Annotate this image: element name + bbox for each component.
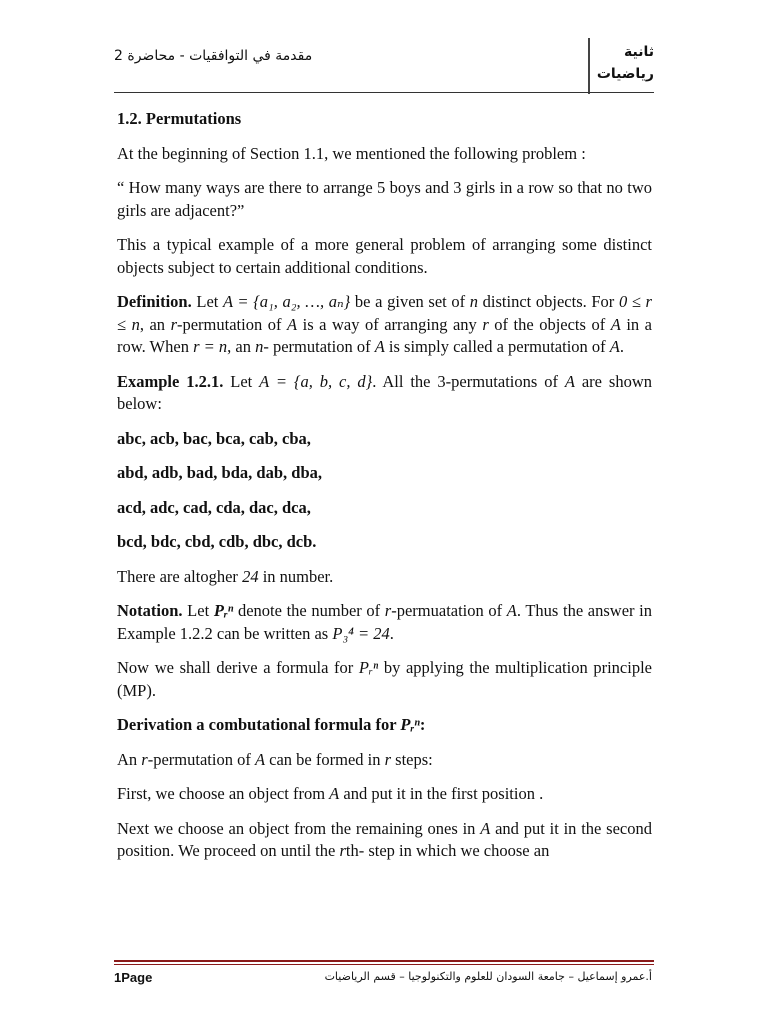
definition-paragraph [117,291,652,359]
text: . [619,337,624,356]
page-number: 1Page [114,970,153,985]
math: r [384,749,392,769]
text: . Thus the answer in Example 1.2.2 can be written as [117,601,652,643]
math: n [255,337,264,356]
math: A = {a₁, a₂, …, aₙ} [223,292,351,311]
text: : [419,715,426,734]
math: r [339,841,346,860]
text: - permutation of [263,337,375,356]
paragraph-intro: At the beginning of Section 1.1, we mentioned the following problem : [117,143,586,163]
math: A [610,314,621,334]
permutation-row: bcd, bdc, cbd, cdb, dbc, dcb. [117,532,317,551]
permutation-row: acd, adc, cad, cda, dac, dca, [117,497,311,517]
text: of the objects of [488,314,611,334]
math: A [506,601,517,620]
math: r [482,314,489,334]
math: A [564,371,575,391]
permutation-row: abd, adb, bad, bda, dab, dba, [117,463,322,482]
text: can be formed in [265,749,385,769]
text: steps: [391,749,433,769]
example-paragraph [117,371,652,416]
text: be a given set of [350,292,470,311]
definition-label: Definition. [117,292,192,311]
math: n [469,292,479,311]
steps-paragraph [117,749,652,772]
math: Pᵣⁿ [213,601,234,620]
footer-author: أ.عمرو إسماعيل – جامعة السودان للعلوم والتكنولوجيا – قسم الرياضيات [324,970,652,983]
permutation-row: abc, acb, bac, bca, cab, cba, [117,428,311,448]
text: . [389,623,394,643]
text: is simply called a permutation of [384,337,610,356]
math: A [254,749,266,769]
first-step-paragraph [117,783,652,806]
paragraph-general: This a typical example of a more general problem of arranging some distinct objects subject to certain additional conditions. [117,235,652,277]
text: -permutation of [147,749,255,769]
document-body [117,108,652,875]
paragraph-quote: “ How many ways are there to arrange 5 boys and 3 girls in a row so that no two girls are adjacent?” [117,178,652,220]
text: denote the number of [233,601,385,620]
footer-rule [114,960,654,962]
text: Let [182,601,214,620]
text: distinct objects. For [478,292,619,311]
text: -permutation of [176,314,287,334]
notation-label: Notation. [117,601,183,620]
math: r [170,314,177,334]
header-year: ثانية [624,44,654,60]
text: Next we choose an object from the remaining ones in [117,818,481,838]
text: Let [191,292,223,311]
text: . All the 3-permutations of [372,371,565,391]
text: -permuatation of [391,601,507,620]
header-divider [588,38,590,94]
text: There are altogher [117,566,243,586]
footer-rule-thin [114,964,654,965]
math: 24 [242,566,259,586]
text: , an [139,314,171,334]
permutation-list [117,428,652,554]
page-header [114,38,654,94]
text: Now we shall derive a formula for [117,658,359,677]
text: and put it in the second position. We proceed on until the [117,818,652,860]
math: r = n [193,337,228,356]
derive-paragraph [117,657,652,702]
text: by applying the multiplication principle (MP). [117,658,652,700]
text: th- step in which we choose an [345,841,550,860]
text: are shown below: [117,371,652,413]
text: , an [227,337,256,356]
math: A [374,337,385,356]
total-paragraph [117,566,652,589]
math: r [141,749,148,769]
text: in a row. When [117,314,653,356]
math: Pᵣⁿ [358,658,379,677]
derivation-heading [117,714,652,737]
math: 0 ≤ r ≤ n [117,292,652,334]
math: A [329,784,340,803]
notation-paragraph [117,600,652,645]
lecture-title: مقدمة في التوافقيات - محاضرة 2 [114,48,313,64]
math: A [287,314,298,334]
text: Let [223,371,260,391]
next-step-paragraph [117,818,652,863]
header-rule [114,92,654,93]
math: A [480,818,491,838]
text: is a way of arranging any [297,314,483,334]
text: in number. [258,566,334,586]
text: Derivation a combutational formula for [117,715,401,734]
header-department: رياضيات [596,66,654,82]
math: A = {a, b, c, d} [259,371,373,391]
text: An [117,749,142,769]
math: r [384,601,392,620]
text: First, we choose an object from [117,784,330,803]
math: Pᵣⁿ [400,715,420,734]
text: and put it in the first position . [339,784,544,803]
math: A [609,337,620,356]
example-label: Example 1.2.1. [117,371,224,391]
section-title: 1.2. Permutations [117,109,242,128]
math: P₃⁴ = 24 [332,623,390,643]
